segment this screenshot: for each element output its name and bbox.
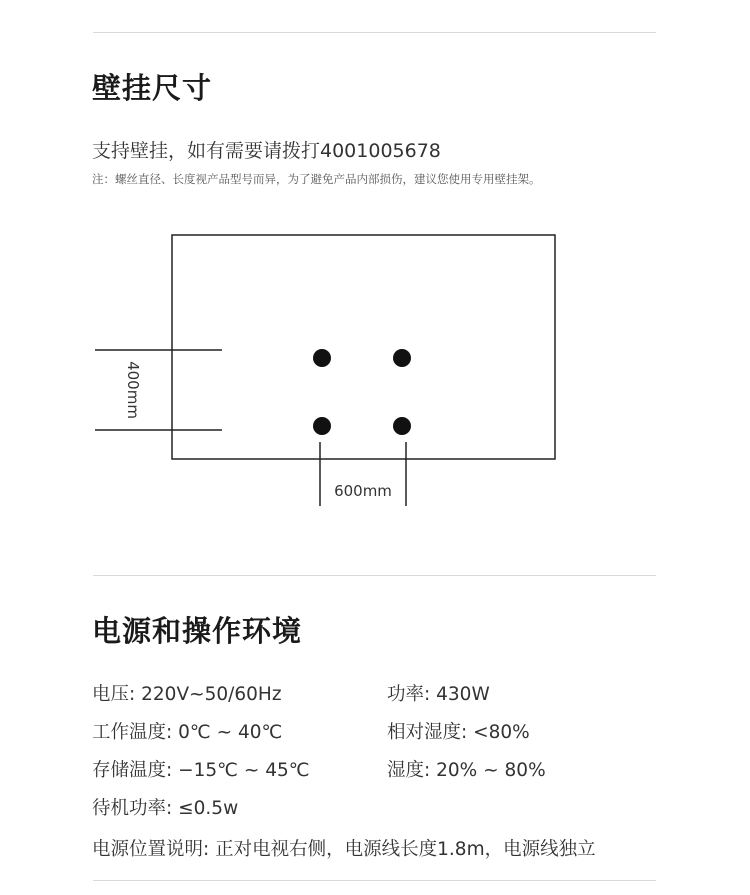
- middle-divider: [93, 575, 656, 576]
- spec-standby-power: [92, 794, 238, 820]
- mount-hole-bottom-right: [393, 417, 411, 435]
- spec-value: 正对电视右侧，电源线长度1.8m，电源线独立: [215, 839, 596, 860]
- spec-label: 存储温度 :: [92, 760, 178, 781]
- horizontal-dimension-label: 600mm: [334, 482, 392, 500]
- spec-value: 0℃ ~ 40℃: [178, 722, 283, 743]
- mount-hole-bottom-left: [313, 417, 331, 435]
- spec-label: 电源位置说明 :: [92, 839, 215, 860]
- spec-label: 功率 :: [387, 684, 436, 705]
- spec-label: 相对湿度 :: [387, 722, 473, 743]
- spec-value: 430W: [436, 684, 490, 705]
- spec-voltage: [92, 680, 282, 706]
- environment-title: 电源和操作环境: [92, 614, 303, 648]
- spec-power-location: [92, 835, 596, 861]
- spec-label: 湿度 :: [387, 760, 436, 781]
- bottom-divider: [93, 880, 656, 881]
- spec-humidity: [387, 756, 546, 782]
- spec-label: 待机功率 :: [92, 798, 178, 819]
- spec-storage-temperature: [92, 756, 310, 782]
- spec-operating-temperature: [92, 718, 282, 744]
- tv-outline: [172, 235, 555, 459]
- wall-mount-note: 注：螺丝直径、长度视产品型号而异，为了避免产品内部损伤，建议您使用专用壁挂架。: [92, 172, 541, 186]
- spec-label: 工作温度 :: [92, 722, 178, 743]
- mount-hole-top-right: [393, 349, 411, 367]
- wall-mount-subtitle: 支持壁挂，如有需要请拨打4001005678: [92, 140, 441, 162]
- spec-value: ≤0.5w: [178, 798, 239, 819]
- spec-label: 电压 :: [92, 684, 141, 705]
- spec-power: [387, 680, 490, 706]
- spec-value: <80%: [473, 722, 530, 743]
- spec-value: 220V~50/60Hz: [141, 684, 282, 705]
- spec-value: −15℃ ~ 45℃: [178, 760, 310, 781]
- mount-hole-top-left: [313, 349, 331, 367]
- wall-mount-title: 壁挂尺寸: [92, 71, 213, 105]
- spec-relative-humidity: [387, 718, 530, 744]
- spec-value: 20% ~ 80%: [436, 760, 546, 781]
- vertical-dimension-label: 400mm: [124, 361, 142, 419]
